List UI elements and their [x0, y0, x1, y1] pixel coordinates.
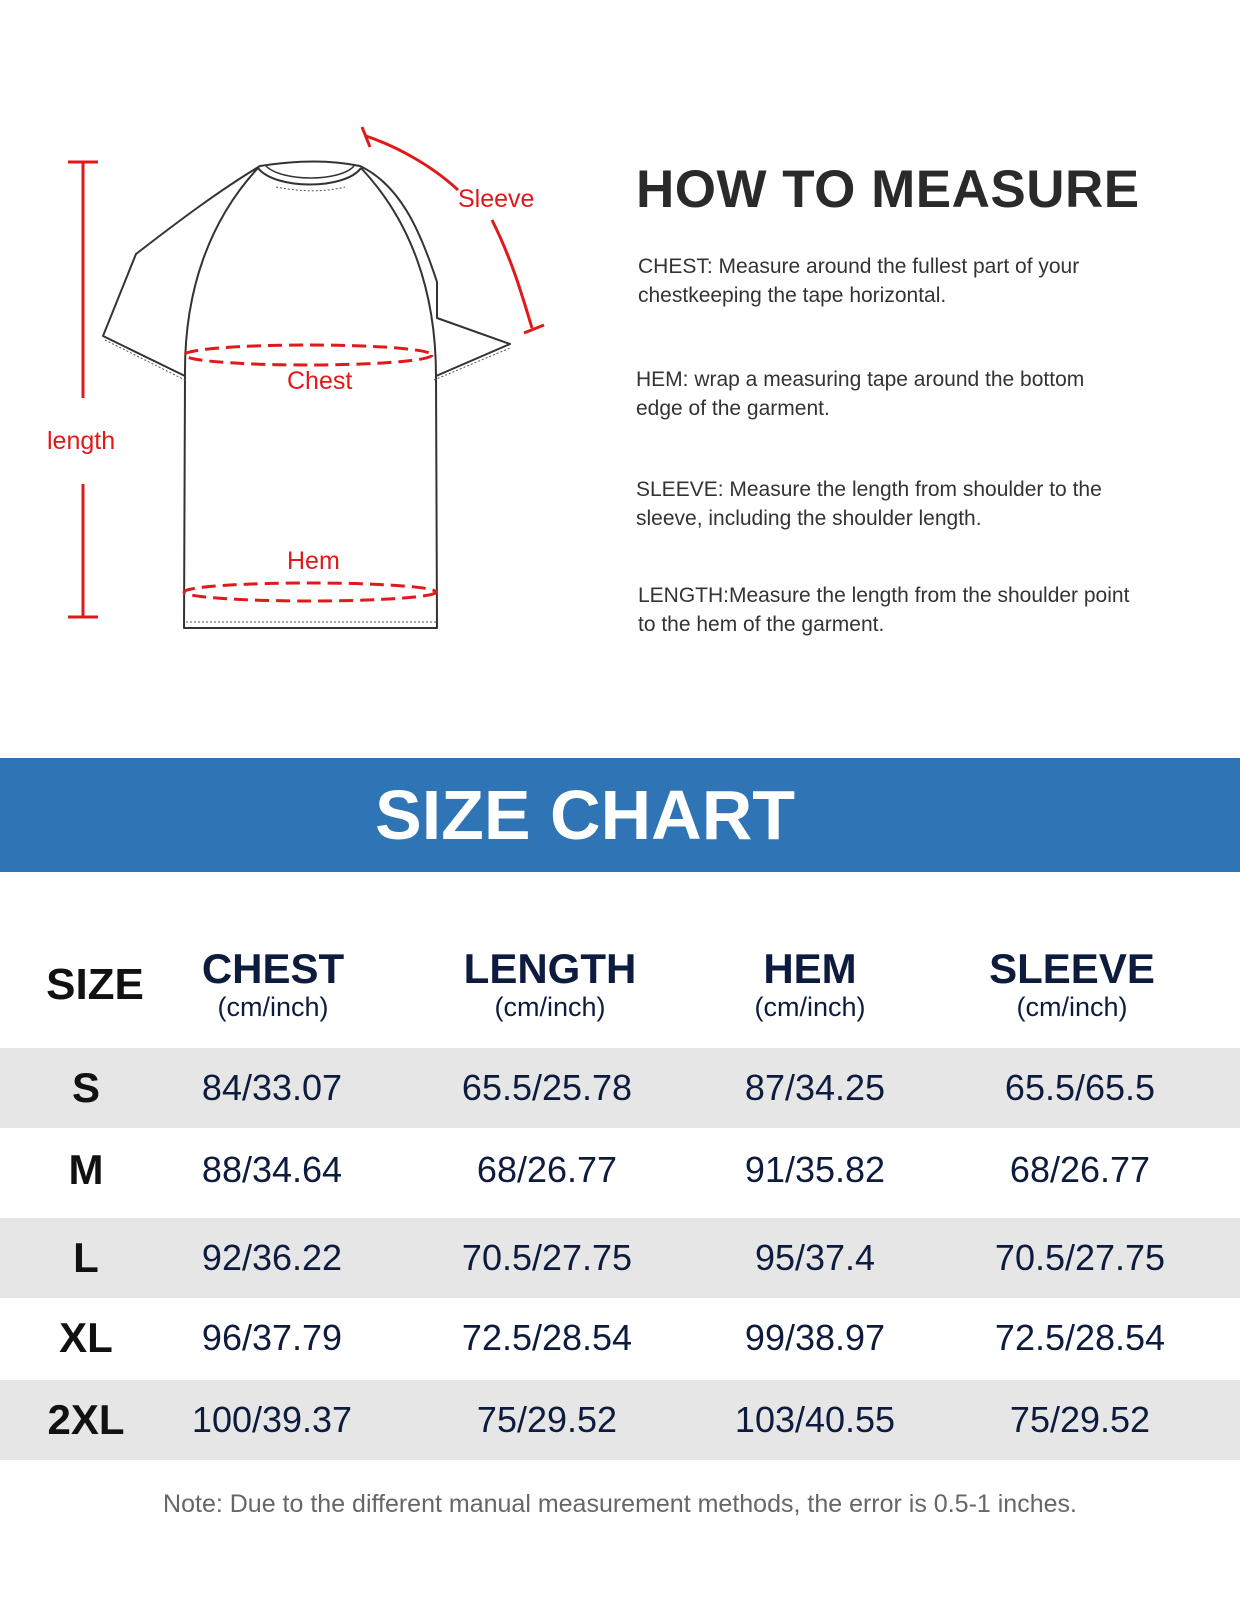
instruction-hem-line2: edge of the garment. [636, 397, 830, 420]
length-header-name: LENGTH [463, 945, 637, 992]
hem-cell: 103/40.55 [734, 1399, 896, 1440]
instruction-length-line1: LENGTH:Measure the length from the shoulder point [638, 584, 1130, 607]
hem-label: Hem [287, 547, 340, 575]
chest-cell: 88/34.64 [201, 1149, 343, 1190]
sleeve-cell: 75/29.52 [1009, 1399, 1151, 1440]
tshirt-measure-diagram [0, 100, 600, 660]
size-chart-banner [0, 758, 1240, 872]
hem-cell: 87/34.25 [744, 1067, 886, 1108]
sleeve-cell: 70.5/27.75 [994, 1237, 1166, 1278]
sleeve-header-name: SLEEVE [989, 945, 1155, 992]
length-header-unit: (cm/inch) [494, 992, 606, 1022]
length-cell: 75/29.52 [476, 1399, 618, 1440]
chest-cell: 100/39.37 [191, 1399, 353, 1440]
table-row-s [0, 1048, 1240, 1128]
sleeve-column-header [922, 946, 1222, 1022]
length-cell: 68/26.77 [476, 1149, 618, 1190]
sleeve-label: Sleeve [458, 185, 535, 213]
hem-header-name: HEM [763, 945, 857, 992]
hem-cell: 95/37.4 [754, 1237, 876, 1278]
size-cell: S [71, 1064, 100, 1111]
hem-cell: 91/35.82 [744, 1149, 886, 1190]
size-cell: XL [59, 1314, 113, 1361]
hem-header-unit: (cm/inch) [754, 992, 866, 1022]
hem-cell: 99/38.97 [744, 1317, 886, 1358]
instruction-sleeve-line1: SLEEVE: Measure the length from shoulder to the [636, 478, 1102, 501]
table-row-m [0, 1130, 1240, 1210]
how-to-measure-title: HOW TO MEASURE [636, 160, 1140, 219]
table-row-2xl [0, 1380, 1240, 1460]
chest-cell: 96/37.79 [201, 1317, 343, 1358]
table-row-l [0, 1218, 1240, 1298]
instruction-sleeve [636, 475, 1196, 533]
length-label: length [47, 427, 116, 455]
instruction-hem-line1: HEM: wrap a measuring tape around the bottom [636, 368, 1085, 391]
size-cell: M [68, 1146, 104, 1193]
sleeve-cell: 65.5/65.5 [1004, 1067, 1156, 1108]
chest-cell: 84/33.07 [201, 1067, 343, 1108]
instruction-sleeve-line2: sleeve, including the shoulder length. [636, 507, 982, 530]
chest-header-unit: (cm/inch) [217, 992, 329, 1022]
size-cell: L [73, 1234, 99, 1281]
length-column-header [400, 946, 700, 1022]
chest-cell: 92/36.22 [201, 1237, 343, 1278]
measurement-note: Note: Due to the different manual measurement methods, the error is 0.5-1 inches. [163, 1490, 1077, 1518]
length-cell: 70.5/27.75 [461, 1237, 633, 1278]
size-chart-title: SIZE CHART [375, 776, 795, 854]
table-row-xl [0, 1298, 1240, 1378]
sleeve-cell: 72.5/28.54 [994, 1317, 1166, 1358]
instruction-chest-line2: chestkeeping the tape horizontal. [638, 284, 947, 307]
length-cell: 65.5/25.78 [461, 1067, 633, 1108]
instruction-hem [636, 365, 1196, 423]
hem-column-header [660, 946, 960, 1022]
length-cell: 72.5/28.54 [461, 1317, 633, 1358]
chest-label: Chest [287, 367, 353, 395]
chest-header-name: CHEST [201, 945, 345, 992]
sleeve-header-unit: (cm/inch) [1016, 992, 1128, 1022]
instruction-length-line2: to the hem of the garment. [638, 613, 885, 636]
instruction-chest-line1: CHEST: Measure around the fullest part of your [638, 255, 1080, 278]
sleeve-cell: 68/26.77 [1009, 1149, 1151, 1190]
size-cell: 2XL [47, 1396, 125, 1443]
instruction-length [638, 581, 1198, 639]
chest-column-header [123, 946, 423, 1022]
size-column-header: SIZE [46, 960, 144, 1009]
instruction-chest [638, 252, 1198, 310]
